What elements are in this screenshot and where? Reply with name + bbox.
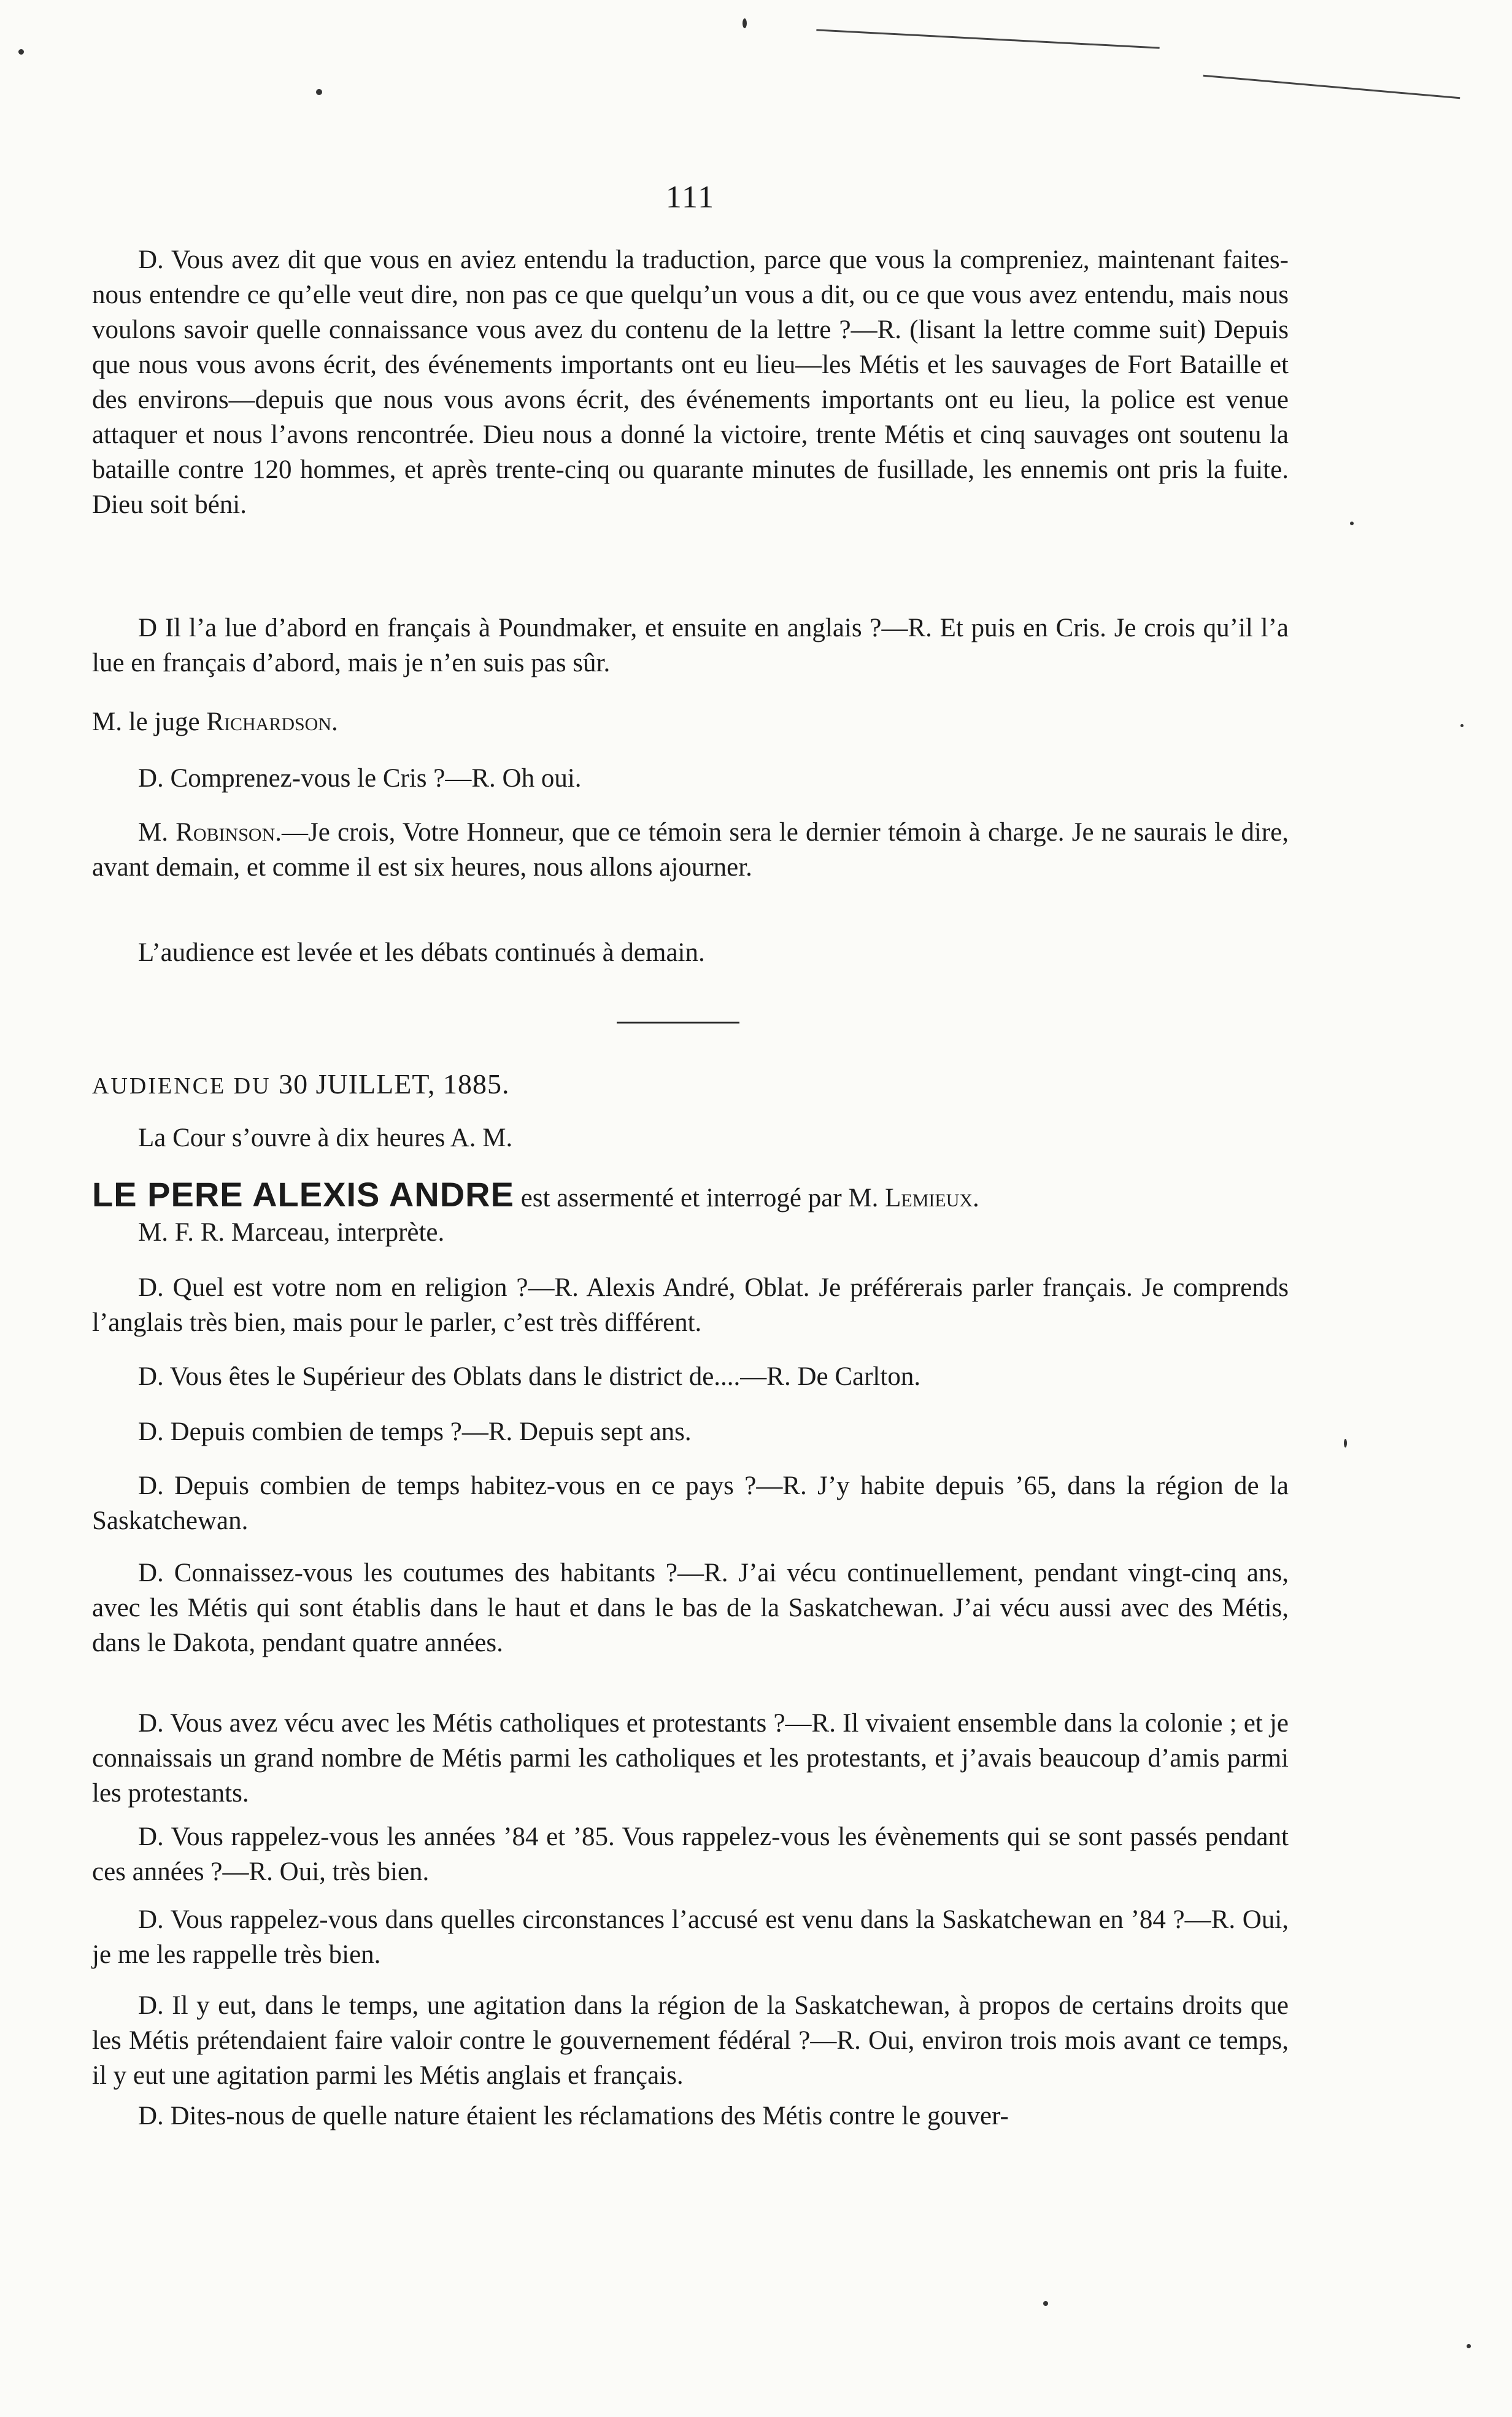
heading-label: AUDIENCE DU <box>92 1073 279 1099</box>
scan-speck <box>1043 2301 1048 2306</box>
witness-sworn: est assermenté et interrogé par <box>514 1184 849 1212</box>
scan-speck <box>18 49 24 55</box>
qa-text: D. Vous rappelez-vous les années ’84 et ’85. Vous rappelez-vous les évènements qui se sont passés pendant ces années ?—R. Oui, très bien. <box>92 1822 1289 1886</box>
paragraph-cris <box>92 761 1289 796</box>
qa-text: D. Dites-nous de quelle nature étaient les réclamations des Métis contre le gouver- <box>138 2102 1009 2130</box>
qa-text: D. Vous avez vécu avec les Métis catholiques et protestants ?—R. Il vivaient ensemble dans la colonie ; et je connaissais un grand nombre de Métis parmi les catholiques et les protestants, et j’avais beaucoup d’amis parmi les protestants. <box>92 1709 1289 1808</box>
scan-speck <box>1467 2344 1471 2348</box>
interpreter-line <box>92 1215 1289 1250</box>
qa-4 <box>92 1555 1289 1660</box>
session-heading <box>92 1066 1289 1104</box>
speaker-name: Richardson. <box>206 707 338 736</box>
qa-6 <box>92 1819 1289 1889</box>
witness-examiner: M. Lemieux. <box>848 1184 979 1212</box>
qa-1 <box>92 1359 1289 1394</box>
scan-speck <box>1350 522 1354 525</box>
qa-2 <box>92 1414 1289 1449</box>
witness-name: LE PERE ALEXIS ANDRE <box>92 1175 514 1214</box>
scan-speck <box>1460 724 1464 727</box>
paragraph-text: D Il l’a lue d’abord en français à Poundmaker, et ensuite en anglais ?—R. Et puis en Cris. Je crois qu’il l’a lue en français d’abord, mais je n’en suis pas sûr. <box>92 614 1289 677</box>
paragraph-text: D. Comprenez-vous le Cris ?—R. Oh oui. <box>138 764 582 793</box>
qa-text: D. Vous rappelez-vous dans quelles circonstances l’accusé est venu dans la Saskatchewan en ’84 ?—R. Oui, je me les rappelle très bien. <box>92 1905 1289 1969</box>
scan-speck <box>1344 1439 1347 1448</box>
qa-9 <box>92 2099 1289 2134</box>
speaker-line <box>92 704 1289 739</box>
paragraph-poundmaker <box>92 611 1289 680</box>
witness-text <box>92 1177 1289 1216</box>
paragraph-text <box>92 815 1289 885</box>
scan-speck <box>316 89 322 95</box>
speaker-statement: —Je crois, Votre Honneur, que ce témoin sera le dernier témoin à charge. Je ne saurais le dire, avant demain, et comme il est six heures, nous allons ajourner. <box>92 818 1289 882</box>
speaker-prefix: M. le juge <box>92 707 207 736</box>
scan-speck <box>742 18 747 28</box>
qa-text: D. Vous êtes le Supérieur des Oblats dans le district de....—R. De Carlton. <box>138 1362 921 1391</box>
paragraph-adjournment <box>92 935 1289 970</box>
speaker-name: Robinson. <box>176 818 282 847</box>
paragraph-court-opens <box>92 1120 1289 1155</box>
page-number: 111 <box>665 180 716 215</box>
paragraph-text: La Cour s’ouvre à dix heures A. M. <box>138 1124 513 1152</box>
qa-text: D. Depuis combien de temps habitez-vous en ce pays ?—R. J’y habite depuis ’65, dans la région de la Saskatchewan. <box>92 1471 1289 1535</box>
heading-date: 30 JUILLET, 1885. <box>279 1068 510 1100</box>
speaker-judge <box>92 704 1289 739</box>
section-divider <box>617 1022 739 1023</box>
qa-8 <box>92 1988 1289 2093</box>
paragraph-text: D. Vous avez dit que vous en aviez entendu la traduction, parce que vous la compreniez, maintenant faites-nous entendre ce qu’elle veut dire, non pas ce que quelqu’un vous a dit, ou ce que vous avez entendu, mais nous voulons savoir quelle connaissance vous avez du contenu de la lettre ?—R. (lisant la lettre comme suit) Depuis que nous vous avons écrit, des événements importants ont eu lieu—les Métis et les sauvages de Fort Bataille et des environs—depuis que nous vous avons écrit, des événements importants ont eu lieu, la police est venue attaquer et nous l’avons rencontrée. Dieu nous a donné la victoire, trente Métis et cinq sauvages ont soutenu la bataille contre 120 hommes, et après trente-cinq ou quarante minutes de fusillade, les ennemis ont pris la fuite. Dieu soit béni. <box>92 245 1289 519</box>
heading-line <box>92 1066 1289 1104</box>
qa-text: D. Connaissez-vous les coutumes des habitants ?—R. J’ai vécu continuellement, pendant vingt-cinq ans, avec les Métis qui sont établis dans le haut et dans le bas de la Saskatchewan. J’ai vécu aussi avec des Métis, dans le Dakota, pendant quatre années. <box>92 1559 1289 1657</box>
speaker-prefix: M. <box>138 818 176 847</box>
interpreter-text: M. F. R. Marceau, interprète. <box>138 1218 445 1247</box>
qa-7 <box>92 1902 1289 1972</box>
qa-text: D. Depuis combien de temps ?—R. Depuis sept ans. <box>138 1417 692 1446</box>
qa-text: D. Il y eut, dans le temps, une agitation dans la région de la Saskatchewan, à propos de certains droits que les Métis prétendaient faire valoir contre le gouvernement fédéral ?—R. Oui, environ trois mois avant ce temps, il y eut une agitation parmi les Métis anglais et français. <box>92 1991 1289 2090</box>
qa-0 <box>92 1270 1289 1340</box>
qa-3 <box>92 1468 1289 1538</box>
paragraph-robinson <box>92 815 1289 885</box>
paragraph-text: L’audience est levée et les débats continués à demain. <box>138 938 705 967</box>
paragraph-letter-reading <box>92 242 1289 522</box>
witness-line <box>92 1177 1289 1216</box>
document-page <box>92 0 1289 2417</box>
qa-5 <box>92 1706 1289 1811</box>
qa-text: D. Quel est votre nom en religion ?—R. Alexis André, Oblat. Je préférerais parler français. Je comprends l’anglais très bien, mais pour le parler, c’est très différent. <box>92 1273 1289 1337</box>
